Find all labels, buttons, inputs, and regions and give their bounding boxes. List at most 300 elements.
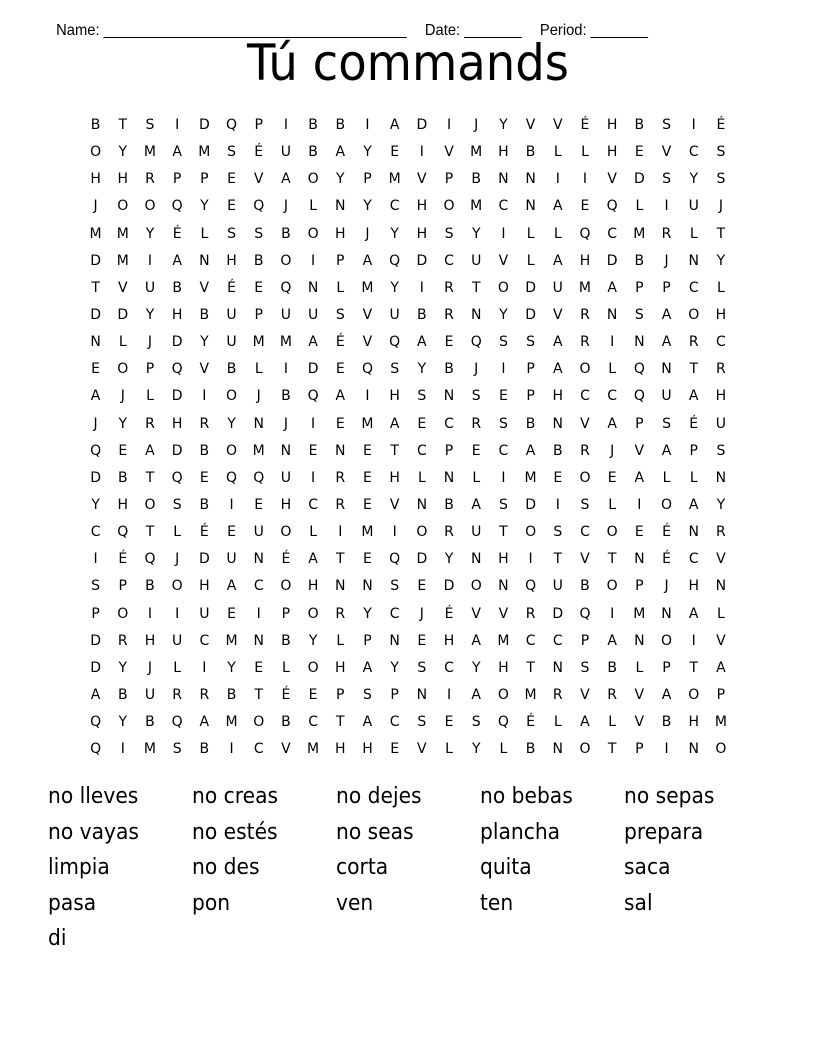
grid-letter[interactable]: L [608,496,617,513]
grid-letter[interactable]: B [661,714,672,731]
grid-letter[interactable]: S [580,496,590,513]
grid-letter[interactable]: C [389,605,400,622]
grid-letter[interactable]: M [116,252,129,269]
grid-letter[interactable]: P [526,388,535,405]
grid-letter[interactable]: L [689,225,698,242]
grid-letter[interactable]: B [199,306,210,323]
grid-letter[interactable]: O [661,632,673,649]
grid-letter[interactable]: O [307,659,319,676]
grid-letter[interactable]: E [607,469,617,486]
grid-letter[interactable]: V [444,144,454,161]
grid-letter[interactable]: O [253,714,265,731]
grid-letter[interactable]: N [715,578,727,595]
grid-letter[interactable]: N [470,551,482,568]
grid-letter[interactable]: B [145,714,155,731]
grid-letter[interactable]: A [226,578,237,595]
grid-letter[interactable]: T [336,714,345,731]
grid-letter[interactable]: H [498,659,509,676]
grid-letter[interactable]: H [117,496,129,513]
grid-letter[interactable]: S [662,117,671,133]
grid-letter[interactable]: A [688,496,699,513]
grid-letter[interactable]: A [607,415,617,432]
grid-letter[interactable]: U [280,306,292,323]
grid-letter[interactable]: Q [389,334,401,351]
grid-letter[interactable]: A [661,686,672,703]
grid-letter[interactable]: A [580,714,590,731]
grid-letter[interactable]: O [307,605,319,622]
grid-letter[interactable]: I [338,524,343,541]
grid-letter[interactable]: R [580,334,590,351]
grid-letter[interactable]: C [607,225,618,242]
grid-letter[interactable]: É [444,605,454,622]
grid-letter[interactable]: E [417,632,427,649]
grid-letter[interactable]: E [417,415,427,432]
grid-letter[interactable]: H [416,198,428,215]
grid-letter[interactable]: V [117,279,128,296]
grid-letter[interactable]: O [661,496,673,513]
grid-letter[interactable]: S [91,578,101,595]
grid-letter[interactable]: I [664,198,669,215]
grid-letter[interactable]: V [552,117,563,133]
grid-letter[interactable]: U [226,551,237,568]
grid-letter[interactable]: S [662,171,671,188]
grid-letter[interactable]: U [471,252,482,269]
grid-letter[interactable]: R [661,225,672,242]
grid-letter[interactable]: L [608,714,617,731]
grid-letter[interactable]: S [716,171,726,188]
grid-letter[interactable]: Q [171,469,183,486]
grid-letter[interactable]: S [145,117,155,133]
grid-letter[interactable]: U [715,415,727,432]
grid-letter[interactable]: B [444,496,454,513]
grid-letter[interactable]: R [172,686,183,703]
grid-letter[interactable]: J [419,605,424,622]
grid-letter[interactable]: V [417,171,427,188]
grid-letter[interactable]: L [309,198,317,215]
grid-letter[interactable]: Y [689,171,698,188]
grid-letter[interactable]: Q [633,388,645,405]
grid-letter[interactable]: O [525,524,537,541]
grid-letter[interactable]: A [389,117,400,133]
grid-letter[interactable]: R [335,605,346,622]
grid-letter[interactable]: I [283,117,288,133]
grid-letter[interactable]: C [688,144,699,161]
grid-letter[interactable]: D [90,659,101,676]
grid-letter[interactable]: C [416,442,427,459]
grid-letter[interactable]: B [226,686,237,703]
grid-letter[interactable]: T [336,551,345,568]
grid-letter[interactable]: D [90,306,101,323]
grid-letter[interactable]: Q [171,714,183,731]
grid-letter[interactable]: E [118,442,128,459]
grid-letter[interactable]: Y [716,496,726,513]
grid-letter[interactable]: U [199,605,210,622]
grid-letter[interactable]: L [146,388,154,405]
grid-letter[interactable]: U [389,306,400,323]
grid-letter[interactable]: T [526,659,535,676]
grid-letter[interactable]: P [662,279,671,296]
grid-letter[interactable]: R [688,334,699,351]
grid-letter[interactable]: Q [280,279,292,296]
grid-letter[interactable]: A [417,334,427,351]
grid-letter[interactable]: O [579,741,591,758]
grid-letter[interactable]: P [580,632,590,649]
grid-letter[interactable]: I [610,334,615,351]
grid-letter[interactable]: M [388,171,401,188]
grid-letter[interactable]: S [390,361,400,378]
grid-letter[interactable]: Y [471,659,481,676]
grid-letter[interactable]: J [283,415,288,432]
grid-letter[interactable]: U [226,334,237,351]
grid-letter[interactable]: É [199,524,209,541]
grid-letter[interactable]: É [526,714,536,731]
grid-letter[interactable]: N [634,334,645,351]
grid-letter[interactable]: I [147,605,153,622]
grid-letter[interactable]: M [497,632,510,649]
grid-letter[interactable]: L [499,741,508,758]
grid-letter[interactable]: M [307,741,320,758]
grid-letter[interactable]: U [144,279,156,296]
grid-letter[interactable]: E [227,171,236,188]
grid-letter[interactable]: Y [499,117,508,133]
grid-letter[interactable]: T [716,225,726,242]
grid-letter[interactable]: A [634,469,645,486]
grid-letter[interactable]: N [634,632,645,649]
grid-letter[interactable]: L [717,605,725,622]
grid-letter[interactable]: V [362,306,373,323]
grid-letter[interactable]: I [501,469,506,486]
grid-letter[interactable]: E [335,361,345,378]
grid-letter[interactable]: E [580,198,590,215]
grid-letter[interactable]: I [446,117,452,133]
grid-letter[interactable]: L [717,279,725,296]
grid-letter[interactable]: V [716,632,726,649]
grid-letter[interactable]: S [662,415,671,432]
grid-letter[interactable]: S [498,415,508,432]
grid-letter[interactable]: C [90,524,101,541]
grid-letter[interactable]: D [90,252,101,269]
grid-letter[interactable]: B [335,117,346,133]
grid-letter[interactable]: O [226,442,238,459]
grid-letter[interactable]: A [335,144,346,161]
grid-letter[interactable]: E [363,469,372,486]
grid-letter[interactable]: E [227,605,236,622]
grid-letter[interactable]: P [336,252,345,269]
grid-letter[interactable]: A [471,496,481,513]
grid-letter[interactable]: P [662,659,671,676]
grid-letter[interactable]: I [93,551,98,568]
grid-letter[interactable]: B [634,117,645,133]
grid-letter[interactable]: U [172,632,183,649]
grid-letter[interactable]: B [117,686,128,703]
grid-letter[interactable]: S [634,306,644,323]
grid-letter[interactable]: U [226,306,237,323]
grid-letter[interactable]: I [610,605,615,622]
grid-letter[interactable]: V [716,551,726,568]
grid-letter[interactable]: N [498,578,509,595]
grid-letter[interactable]: B [634,252,645,269]
grid-letter[interactable]: U [552,279,563,296]
grid-letter[interactable]: P [91,605,100,622]
grid-letter[interactable]: H [715,388,727,405]
grid-letter[interactable]: Q [579,225,591,242]
grid-letter[interactable]: D [525,306,536,323]
grid-letter[interactable]: B [525,144,536,161]
grid-letter[interactable]: V [580,415,590,432]
grid-letter[interactable]: A [661,442,672,459]
grid-letter[interactable]: É [662,551,671,568]
grid-letter[interactable]: L [689,469,698,486]
grid-letter[interactable]: C [525,632,536,649]
grid-letter[interactable]: Q [579,605,591,622]
grid-letter[interactable]: B [417,306,427,323]
grid-letter[interactable]: E [308,686,318,703]
grid-letter[interactable]: E [553,469,563,486]
grid-letter[interactable]: E [390,741,400,758]
grid-letter[interactable]: D [416,117,428,133]
grid-letter[interactable]: B [552,442,563,459]
grid-letter[interactable]: Q [90,741,102,758]
grid-letter[interactable]: J [664,252,669,269]
grid-letter[interactable]: D [307,361,319,378]
grid-letter[interactable]: M [143,144,157,161]
grid-letter[interactable]: D [90,469,101,486]
grid-letter[interactable]: Y [200,334,209,351]
grid-letter[interactable]: H [606,144,618,161]
grid-letter[interactable]: N [688,252,699,269]
grid-letter[interactable]: A [552,252,563,269]
grid-letter[interactable]: P [635,741,644,758]
grid-letter[interactable]: U [688,198,699,215]
grid-letter[interactable]: H [498,551,509,568]
grid-letter[interactable]: H [362,741,373,758]
grid-letter[interactable]: N [307,279,319,296]
grid-letter[interactable]: A [90,686,101,703]
grid-letter[interactable]: J [175,551,180,568]
grid-letter[interactable]: H [606,117,618,133]
grid-letter[interactable]: B [117,469,128,486]
grid-letter[interactable]: L [200,225,209,242]
grid-letter[interactable]: B [199,442,210,459]
grid-letter[interactable]: E [498,388,508,405]
grid-letter[interactable]: S [417,659,427,676]
grid-letter[interactable]: I [555,496,560,513]
grid-letter[interactable]: O [117,605,129,622]
grid-letter[interactable]: Q [361,361,373,378]
grid-letter[interactable]: C [580,388,590,405]
grid-letter[interactable]: É [580,117,590,133]
grid-letter[interactable]: H [335,659,346,676]
grid-letter[interactable]: U [144,686,156,703]
grid-letter[interactable]: I [311,415,316,432]
grid-letter[interactable]: O [280,252,292,269]
grid-letter[interactable]: R [444,306,454,323]
grid-letter[interactable]: N [552,659,564,676]
grid-letter[interactable]: N [552,415,564,432]
grid-letter[interactable]: Y [716,252,726,269]
grid-letter[interactable]: D [443,578,455,595]
grid-letter[interactable]: N [416,686,428,703]
grid-letter[interactable]: I [664,741,669,758]
grid-letter[interactable]: J [365,225,370,242]
grid-letter[interactable]: O [307,171,319,188]
grid-letter[interactable]: Q [497,714,509,731]
grid-letter[interactable]: N [606,306,618,323]
grid-letter[interactable]: I [147,252,153,269]
grid-letter[interactable]: É [227,279,236,296]
grid-letter[interactable]: L [254,361,263,378]
grid-letter[interactable]: M [361,524,374,541]
grid-letter[interactable]: T [145,469,155,486]
grid-letter[interactable]: Y [118,659,128,676]
grid-letter[interactable]: I [175,605,180,622]
grid-letter[interactable]: Y [390,225,399,242]
grid-letter[interactable]: S [526,334,536,351]
grid-letter[interactable]: P [281,605,291,622]
grid-letter[interactable]: P [635,415,644,432]
grid-letter[interactable]: H [144,632,156,649]
grid-letter[interactable]: H [715,306,727,323]
grid-letter[interactable]: J [93,415,98,432]
grid-letter[interactable]: P [336,686,345,703]
grid-letter[interactable]: V [634,686,645,703]
grid-letter[interactable]: D [552,605,564,622]
grid-letter[interactable]: O [606,578,618,595]
grid-letter[interactable]: S [716,144,726,161]
grid-letter[interactable]: P [390,686,399,703]
grid-letter[interactable]: O [688,306,700,323]
grid-letter[interactable]: P [444,442,454,459]
grid-letter[interactable]: Q [90,714,102,731]
grid-letter[interactable]: P [145,361,155,378]
grid-letter[interactable]: P [118,578,127,595]
grid-letter[interactable]: M [524,686,537,703]
grid-letter[interactable]: V [389,496,400,513]
grid-letter[interactable]: O [171,578,183,595]
grid-letter[interactable]: O [280,578,292,595]
grid-letter[interactable]: H [171,415,183,432]
grid-letter[interactable]: U [307,306,319,323]
grid-letter[interactable]: P [444,171,454,188]
grid-letter[interactable]: Y [118,415,128,432]
grid-letter[interactable]: N [525,198,536,215]
grid-letter[interactable]: V [281,741,291,758]
grid-letter[interactable]: E [444,714,454,731]
grid-letter[interactable]: L [635,198,644,215]
grid-letter[interactable]: N [199,252,210,269]
period-field[interactable]: Period: _______ [539,22,648,39]
grid-letter[interactable]: N [335,578,346,595]
grid-letter[interactable]: C [308,714,318,731]
grid-letter[interactable]: J [120,388,125,405]
grid-letter[interactable]: H [389,388,400,405]
grid-letter[interactable]: O [307,225,319,242]
grid-letter[interactable]: N [253,415,264,432]
grid-letter[interactable]: R [607,686,618,703]
grid-letter[interactable]: C [688,279,699,296]
grid-letter[interactable]: B [199,496,210,513]
grid-letter[interactable]: É [662,524,671,541]
grid-letter[interactable]: E [254,279,264,296]
grid-letter[interactable]: A [471,632,481,649]
grid-letter[interactable]: P [526,361,535,378]
grid-letter[interactable]: O [90,144,102,161]
grid-letter[interactable]: I [555,171,560,188]
grid-letter[interactable]: L [309,524,317,541]
grid-letter[interactable]: Y [363,144,372,161]
grid-letter[interactable]: L [553,144,562,161]
grid-letter[interactable]: N [253,632,264,649]
grid-letter[interactable]: A [607,632,617,649]
grid-letter[interactable]: Q [253,469,265,486]
grid-letter[interactable]: U [661,388,672,405]
grid-letter[interactable]: A [688,388,699,405]
grid-letter[interactable]: Y [227,659,236,676]
grid-letter[interactable]: S [716,442,726,459]
grid-letter[interactable]: A [688,605,699,622]
grid-letter[interactable]: B [172,279,182,296]
grid-letter[interactable]: A [362,659,373,676]
grid-letter[interactable]: B [525,415,536,432]
grid-letter[interactable]: S [335,306,345,323]
grid-letter[interactable]: L [417,469,426,486]
grid-letter[interactable]: J [664,578,669,595]
grid-letter[interactable]: D [416,551,428,568]
grid-letter[interactable]: T [390,442,399,459]
grid-letter[interactable]: D [525,496,536,513]
grid-letter[interactable]: S [553,524,563,541]
grid-letter[interactable]: H [307,578,319,595]
grid-letter[interactable]: C [253,741,264,758]
grid-letter[interactable]: B [281,632,291,649]
grid-letter[interactable]: P [200,171,209,188]
grid-letter[interactable]: L [336,632,345,649]
grid-letter[interactable]: I [419,279,424,296]
grid-letter[interactable]: Y [308,632,318,649]
grid-letter[interactable]: S [363,686,372,703]
grid-letter[interactable]: B [281,388,291,405]
grid-letter[interactable]: É [118,551,128,568]
grid-letter[interactable]: H [280,496,292,513]
grid-letter[interactable]: L [581,144,589,161]
grid-letter[interactable]: J [610,442,615,459]
grid-letter[interactable]: P [254,117,263,133]
grid-letter[interactable]: A [607,279,617,296]
grid-letter[interactable]: N [525,171,536,188]
grid-letter[interactable]: I [283,361,288,378]
grid-letter[interactable]: R [525,605,536,622]
grid-letter[interactable]: V [580,686,590,703]
grid-letter[interactable]: J [283,198,288,215]
grid-letter[interactable]: M [116,225,129,242]
date-field[interactable]: Date: _______ [424,22,522,39]
grid-letter[interactable]: E [417,578,427,595]
grid-letter[interactable]: C [580,524,590,541]
grid-letter[interactable]: R [335,496,346,513]
grid-letter[interactable]: Q [606,198,618,215]
grid-letter[interactable]: N [498,171,509,188]
grid-letter[interactable]: C [444,415,454,432]
grid-letter[interactable]: O [443,198,455,215]
grid-letter[interactable]: Q [226,117,238,133]
grid-letter[interactable]: M [470,144,483,161]
grid-letter[interactable]: N [416,496,428,513]
grid-letter[interactable]: N [661,361,672,378]
grid-letter[interactable]: N [280,442,292,459]
grid-letter[interactable]: S [254,225,264,242]
grid-letter[interactable]: T [499,524,508,541]
grid-letter[interactable]: M [714,714,727,731]
